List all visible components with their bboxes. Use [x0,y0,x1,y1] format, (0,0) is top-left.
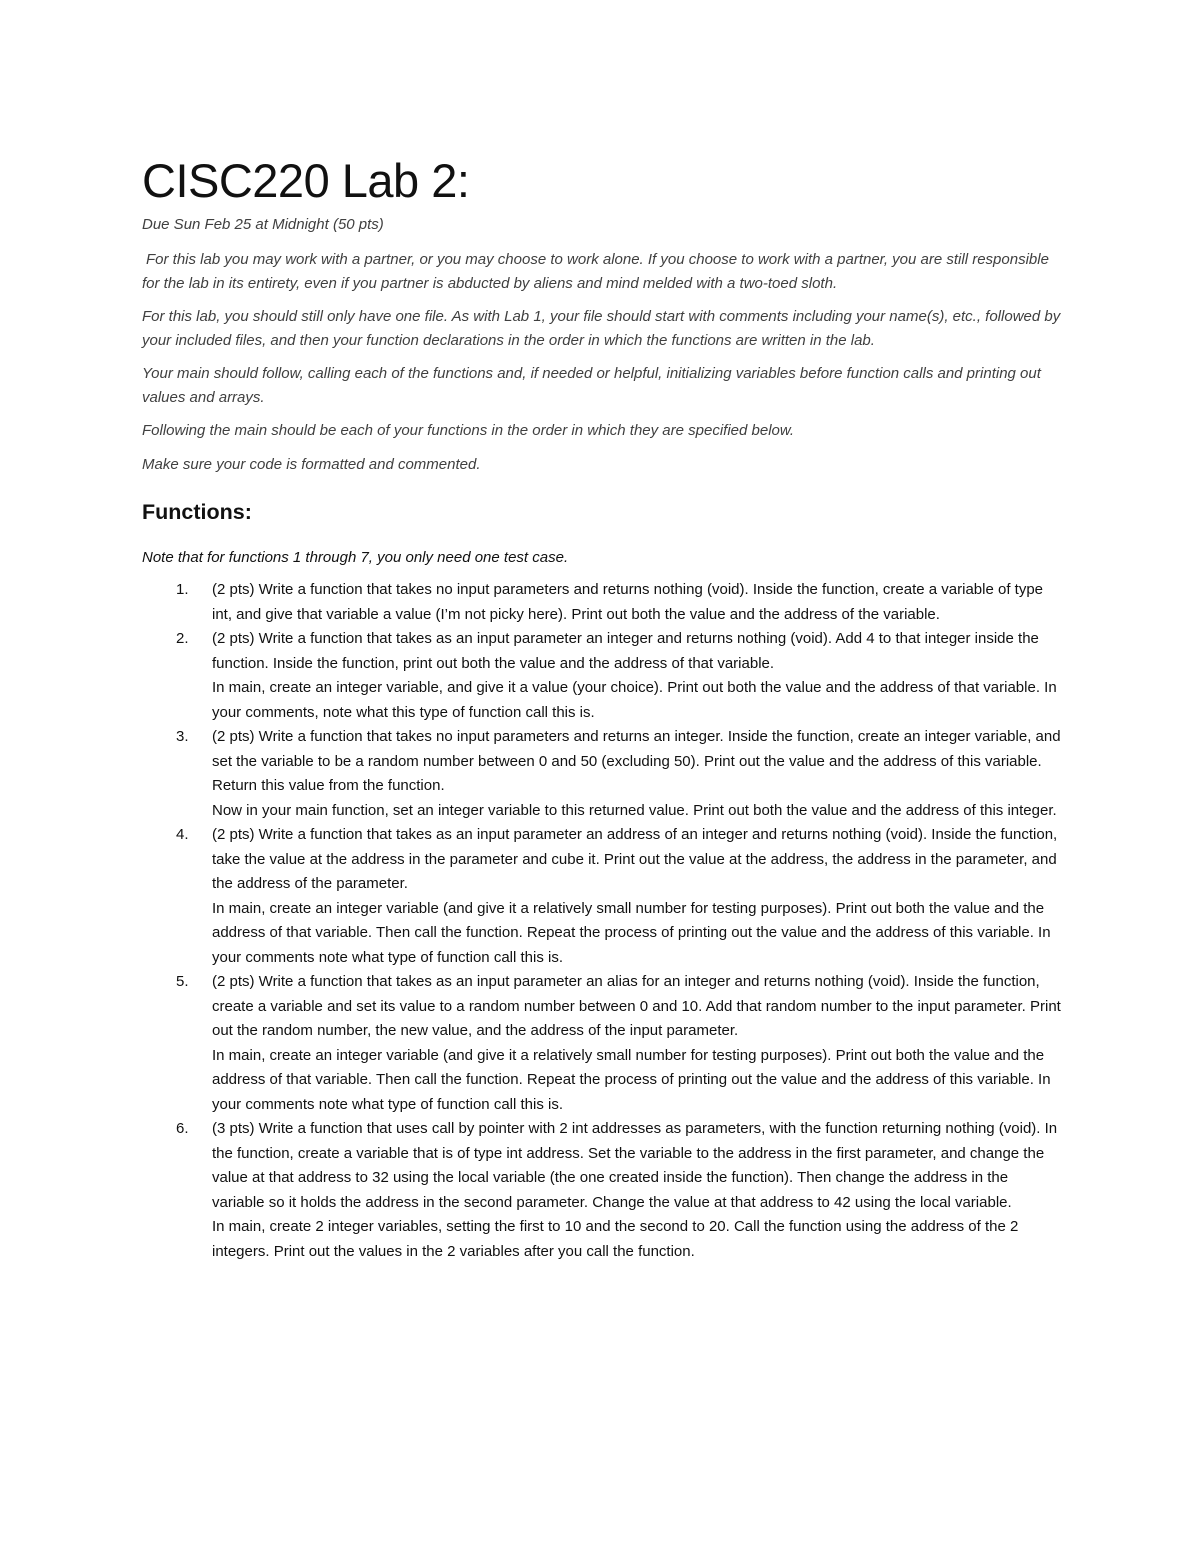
intro-section [142,248,1062,476]
functions-list [142,578,1062,1264]
list-item [142,578,1062,627]
item-number: 3. [176,728,189,745]
item-paragraph: (2 pts) Write a function that takes no input parameters and returns nothing (void). Inside the function, create a variable of type int, and give that variable a value (I’m not picky here). Print out both the value and the address of the variable. [212,581,1044,623]
item-paragraph: In main, create 2 integer variables, setting the first to 10 and the second to 20. Call the function using the address of the 2 integers. Print out the values in the 2 variables after you call the function. [212,1218,1019,1260]
document-title: CISC220 Lab 2: [142,154,470,207]
functions-heading: Functions: [142,500,252,524]
item-paragraph: (2 pts) Write a function that takes as an input parameter an address of an integer and returns nothing (void). Inside the function, take the value at the address in the parameter and cube it. Print out the value at the address, the address in the parameter, and the address of the parameter. [212,826,1058,892]
intro-paragraph-main: Your main should follow, calling each of the functions and, if needed or helpful, initializing variables before function calls and printing out values and arrays. [142,365,1041,406]
item-paragraph: (3 pts) Write a function that uses call by pointer with 2 int addresses as parameters, with the function returning nothing (void). In the function, create a variable that is of type int address. Set the variable to the address in the first parameter, and change the value at that address to 32 using the local variable (the one created inside the function). Then change the address in the variable so it holds the address in the second parameter. Change the value at that address to 42 using the local variable. [212,1120,1058,1211]
item-paragraph: In main, create an integer variable, and give it a value (your choice). Print out both the value and the address of that variable. In your comments, note what this type of function call this is. [212,679,1057,721]
item-paragraph: (2 pts) Write a function that takes no input parameters and returns an integer. Inside the function, create an integer variable, and set the variable to be a random number between 0 and 50 (excluding 50). Print out the value and the address of this variable. Return this value from the function. [212,728,1061,794]
list-item [142,1117,1062,1264]
due-date: Due Sun Feb 25 at Midnight (50 pts) [142,216,384,233]
intro-paragraph-order: Following the main should be each of your functions in the order in which they are specified below. [142,422,795,439]
item-paragraph: In main, create an integer variable (and give it a relatively small number for testing purposes). Print out both the value and the address of that variable. Then call the function. Repeat the process of printing out the value and the address of this variable. In your comments note what type of function call this is. [212,1046,1051,1113]
list-item [142,823,1062,970]
item-number: 1. [176,581,189,598]
list-item [142,725,1062,823]
list-item [142,970,1062,1117]
intro-paragraph-format: Make sure your code is formatted and commented. [142,455,481,473]
item-paragraph: (2 pts) Write a function that takes as an input parameter an alias for an integer and returns nothing (void). Inside the function, create a variable and set its value to a random number between 0 and 10. Add that random number to the input parameter. Print out the random number, the new value, and the address of the input parameter. [212,973,1061,1039]
list-item [142,627,1062,725]
item-number: 6. [176,1120,189,1137]
item-paragraph: Now in your main function, set an integer variable to this returned value. Print out both the value and the address of this integer. [212,801,1057,819]
intro-paragraph-partner: For this lab you may work with a partner, or you may choose to work alone. If you choose to work with a partner, you are still responsible for the lab in its entirety, even if you partner is abducted by aliens and mind melded with a two-toed sloth. [142,251,1049,292]
intro-paragraph-file: For this lab, you should still only have one file. As with Lab 1, your file should start with comments including your name(s), etc., followed by your included files, and then your function declarations in the order in which the functions are written in the lab. [142,308,1061,349]
document-page [142,148,1062,1264]
item-paragraph: In main, create an integer variable (and give it a relatively small number for testing purposes). Print out both the value and the address of that variable. Then call the function. Repeat the process of printing out the value and the address of this variable. In your comments note what type of function call this is. [212,899,1051,966]
item-number: 5. [176,973,189,990]
test-case-note: Note that for functions 1 through 7, you only need one test case. [142,549,569,566]
item-number: 2. [176,630,189,647]
item-number: 4. [176,826,189,843]
item-paragraph: (2 pts) Write a function that takes as an input parameter an integer and returns nothing (void). Add 4 to that integer inside the function. Inside the function, print out both the value and the address of that variable. [212,630,1039,672]
